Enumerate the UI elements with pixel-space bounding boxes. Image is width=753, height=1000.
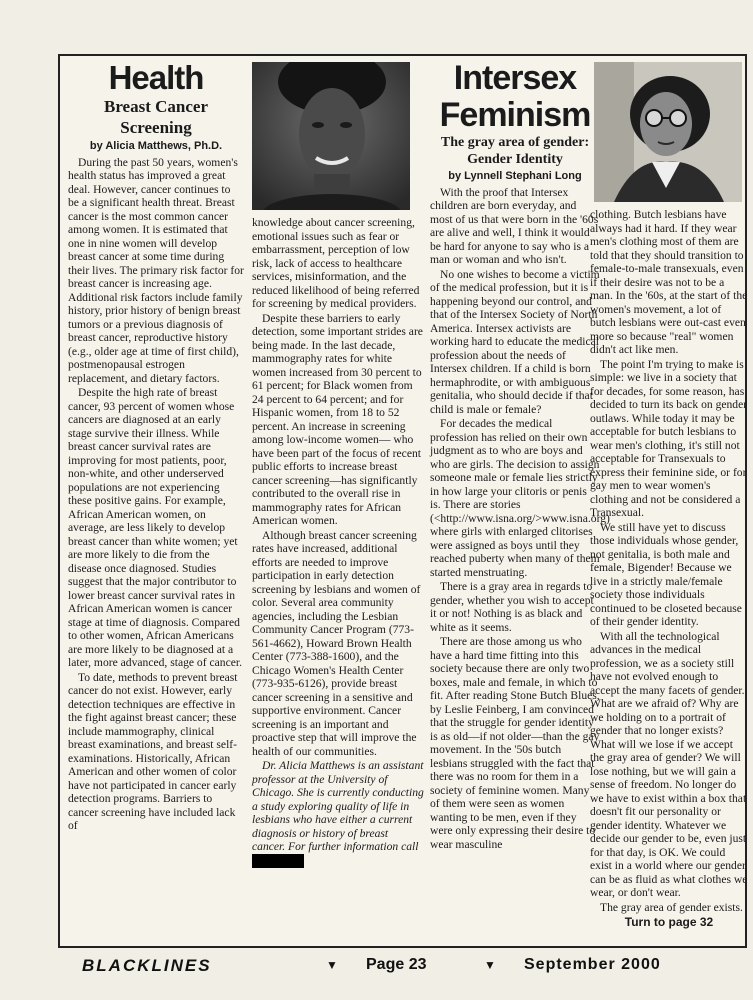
health-paragraph: Despite these barriers to early detection, some important strides are being made. In the last decade, mammography rates for white women increased from 30 percent to 61 percent; for Black women from 24 percent to 64 percent; and for Hispanic women, from 18 to 52 percent. An increase in screening among low-income women— who have been part of the focus of recent public efforts to increase breast cancer screening—has significantly contributed to the overall rise in mammography rates for African American women. [252,311,423,527]
intersex-subhead-line-1: The gray area of gender: [440,135,590,150]
intersex-column-1 [430,59,610,852]
page-footer [64,952,744,982]
triangle-icon: ▼ [484,958,496,972]
intersex-paragraph: The gray area of gender exists. [600,900,743,914]
health-paragraph: During the past 50 years, women's health status has improved a great deal. However, cancer continues to be a significant health threat. Breast cancer is the most common cancer among women. It is estimated that one in nine women will develop breast cancer at some time during their lives. The primary risk factor for breast cancer is increasing age. Additional risk factors include family history, prior history of benign breast tumors or a previous diagnosis of breast cancer, reproductive history (e.g., older age at time of first child), postmenopausal estrogen replacement, and dietary factors. [68,155,244,385]
continued-notice: Turn to page 32 [624,915,714,929]
intersex-column-2 [590,208,748,930]
redaction-bar [252,854,304,868]
intersex-paragraph: There is a gray area in regards to gender, whether you wish to accept it or not! Nothing is as black and white as it seems. [430,580,594,634]
health-subhead-line-2: Screening [120,118,192,137]
intersex-paragraph: The point I'm trying to make is simple: we live in a society that for decades, for some reason, has decided to turn its back on gender outlaws. While today it may be acceptable for butch lesbians to wear men's clothing, it's still not acceptable for Transexuals to express their feminine side, or for gay men to wear women's clothing and not be considered a Transexual. [590,357,748,519]
health-column-1 [68,60,244,834]
intersex-headline-line-1: Intersex [453,59,577,97]
author-photo-alicia-matthews [252,62,410,210]
health-headline: Health [108,59,204,96]
author-photo-lynnell-long [594,62,742,202]
intersex-paragraph: With all the technological advances in the medical profession, we as a society still have not evolved enough to accept the many facets of gender. What are we afraid of? Why are we holding on to a portrait of gender that no longer exists? What will we lose if we accept the gray area of gender? We will lose nothing, but we will gain a sense of freedom. No longer do we have to exist within a box that doesn't fit our personality or gender identity. Whatever we decide our gender to be, even just for that day, is OK. We could exist in a world where our gender can be as fluid as what clothes we wear, or don't wear. [590,629,748,899]
triangle-icon: ▼ [326,958,338,972]
intersex-byline: by Lynnell Stephani Long [448,170,582,182]
health-column-2 [252,216,424,869]
intersex-paragraph: We still have yet to discuss those individuals whose gender, not genitalia, is both male and female, Bigender! Because we live in a strictly male/female society those individuals continued to be closeted because of their gender identity. [590,520,742,628]
health-paragraph: To date, methods to prevent breast cancer do not exist. However, early detection techniques are effective in the fight against breast cancer; these include mammography, clinical breast examinations, and breast self-examinations. Historically, African American and other women of color have not participated in cancer early detection programs. Barriers to cancer screening have included lack of [68,670,238,832]
intersex-subhead-line-2: Gender Identity [467,152,563,167]
intersex-paragraph: With the proof that Intersex children are born everyday, and most of us that were born in the '60s are alive and well, I think it would be hard for anyone to say who is a man or woman and who isn't. [430,185,599,266]
article-frame [58,54,747,948]
intersex-paragraph: For decades the medical profession has relied on their own judgment as to who are boys and who are girls. The decision to assign someone male or female lies strictly in how large your clitoris or penis is. There are stories (<http://www.isna.org/>www.isna.org) where girls with enlarged clitorises were assigned as boys until they reached puberty when many of them started menstruating. [430,417,610,579]
publication-name: BLACKLINES [82,956,212,975]
intersex-headline-line-2: Feminism [439,96,591,134]
health-paragraph: Although breast cancer screening rates have increased, additional efforts are needed to improve participation in early detection screening by lesbians and women of color. Several area community agencies, including the Lesbian Community Cancer Program (773-561-4662), Howard Brown Health Center (773-388-1600), and the Chicago Women's Health Center (773-935-6126), provide breast cancer screening in a sensitive and supportive environment. Cancer screening is an important and proactive step that will improve the health of our communities. [252,528,421,758]
intersex-paragraph: clothing. Butch lesbians have always had it hard. If they wear men's clothing most of them are told that they should transition to female-to-male transexuals, even if their desire was not to be a man. In the '60s, at the start of the women's movement, a lot of butch lesbians were out-cast even more so because "real" women didn't act like men. [590,208,748,356]
author-bio-text: Dr. Alicia Matthews is an assistant professor at the University of Chicago. She is currently conducting a study exploring quality of life in lesbians who have either a current diagnosis or history of breast cancer. For further information call [252,759,424,853]
portrait-image [594,62,742,202]
page-number: Page 23 [366,956,427,973]
intersex-paragraph: No one wishes to become a victim of the medical profession, but it is happening beyond our control, and that of the Intersex Society of North America. Intersex activists are working hard to educate the medical profession about the needs of Intersex children. If a child is born hermaphrodite, or with ambiguous genitalia, who should decide if that child is male or female? [430,267,600,416]
health-paragraph: Despite the high rate of breast cancer, 93 percent of women whose cancers are diagnosed at an early stage survive their illness. While breast cancer survival rates are improving for most patients, poor, non-white, and other underserved populations are not experiencing these positive gains. For example, African American women, on average, are less likely to develop breast cancer than white women; yet are more likely to die from the disease once diagnosed. Studies suggest that the major contributor to lower breast cancer survival rates in African American women is cancer stage at time of diagnosis. Compared to other women, African Americans are more likely to be diagnosed at a later, more advanced, stage of cancer. [68,386,242,669]
issue-date: September 2000 [524,956,661,973]
author-bio [252,759,424,868]
intersex-paragraph: There are those among us who have a hard time fitting into this society because there are only two boxes, male and female, in which to fit. After reading Stone Butch Blues, by Leslie Feinberg, I am convinced that the struggle for gender identity is as old—if not older—than the gay movement. In the '50s butch lesbians struggled with the fact that there was no room for them in a society of feminine women. Many of them were seen as women wanting to be men, even if they were only expressing their desire to wear masculine [430,635,600,851]
health-subhead-line-1: Breast Cancer [103,97,209,116]
health-byline: by Alicia Matthews, Ph.D. [89,140,223,152]
portrait-image [252,62,410,210]
health-paragraph: knowledge about cancer screening, emotional issues such as fear or embarrassment, perception of low risk, lack of access to healthcare services, misinformation, and the reduced likelihood of being referred for screening by medical providers. [252,216,420,310]
